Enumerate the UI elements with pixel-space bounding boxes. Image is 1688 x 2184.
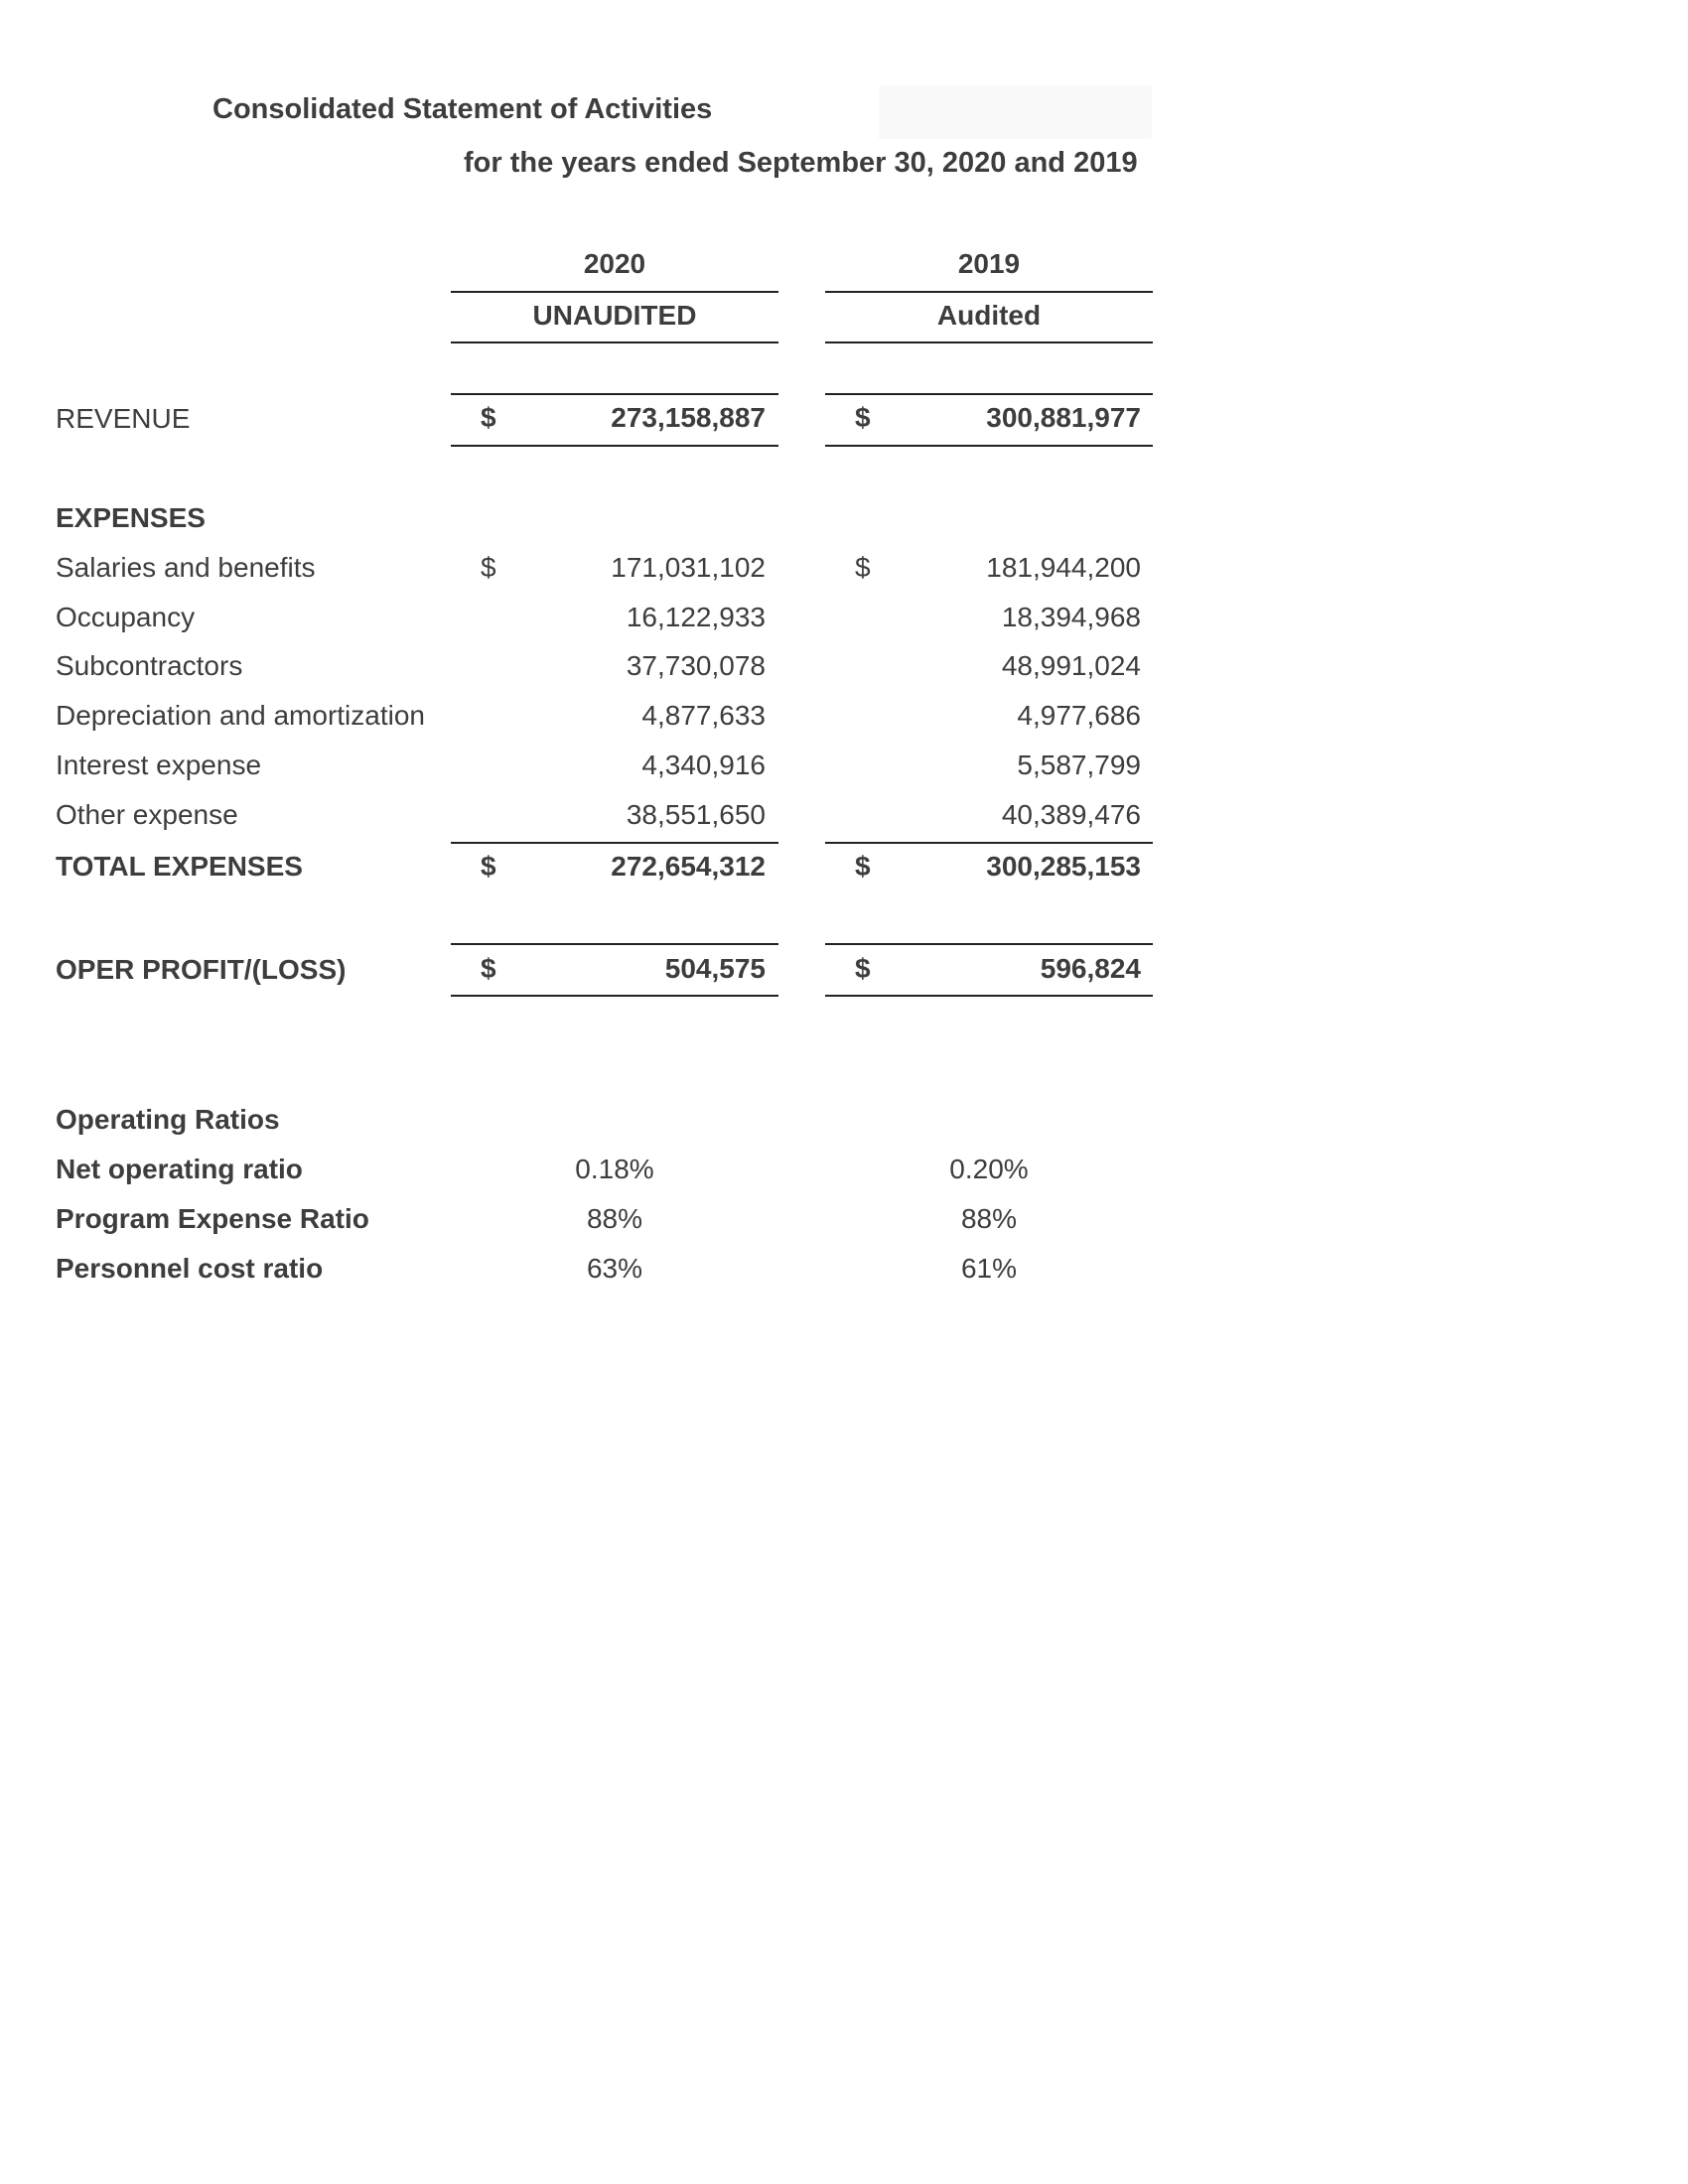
ratios-heading: Operating Ratios <box>56 1104 280 1135</box>
expense-value-2020: 171,031,102 <box>611 552 766 583</box>
ratio-value-2019: 0.20% <box>949 1154 1029 1184</box>
statement-subtitle: for the years ended September 30, 2020 and 2019 <box>464 147 1138 179</box>
divider <box>825 393 1153 395</box>
divider <box>451 445 778 447</box>
ratio-value-2020: 88% <box>586 1203 643 1234</box>
currency-symbol: $ <box>855 402 871 433</box>
divider <box>825 291 1153 293</box>
expense-row-label: Other expense <box>56 799 238 830</box>
currency-symbol: $ <box>855 552 871 583</box>
expense-value-2019: 4,977,686 <box>1017 700 1141 731</box>
divider <box>825 995 1153 997</box>
oper-profit-label: OPER PROFIT/(LOSS) <box>56 954 347 985</box>
total-expenses-label: TOTAL EXPENSES <box>56 851 303 882</box>
revenue-label: REVENUE <box>56 403 191 434</box>
ratio-value-2019: 61% <box>960 1253 1018 1284</box>
ratio-value-2020: 0.18% <box>575 1154 654 1184</box>
ratio-row-label: Net operating ratio <box>56 1154 303 1184</box>
ratio-row-label: Personnel cost ratio <box>56 1253 324 1284</box>
divider <box>451 291 778 293</box>
expense-value-2020: 4,340,916 <box>641 750 766 780</box>
oper-profit-2020: 504,575 <box>664 953 766 984</box>
revenue-2019: 300,881,977 <box>986 402 1141 433</box>
currency-symbol: $ <box>481 552 496 583</box>
revenue-2020: 273,158,887 <box>611 402 766 433</box>
expense-row-label: Depreciation and amortization <box>56 700 425 731</box>
divider <box>451 842 778 844</box>
ratio-row-label: Program Expense Ratio <box>56 1203 369 1234</box>
divider <box>451 341 778 343</box>
currency-symbol: $ <box>855 953 871 984</box>
divider <box>451 995 778 997</box>
oper-profit-2019: 596,824 <box>1040 953 1141 984</box>
expense-value-2019: 181,944,200 <box>986 552 1141 583</box>
expense-row-label: Salaries and benefits <box>56 552 316 583</box>
currency-symbol: $ <box>481 851 496 882</box>
expense-value-2020: 38,551,650 <box>626 799 766 830</box>
divider <box>825 943 1153 945</box>
total-expenses-2020: 272,654,312 <box>611 851 766 882</box>
ratio-value-2019: 88% <box>960 1203 1018 1234</box>
expense-value-2020: 37,730,078 <box>626 650 766 681</box>
column-year-2019: 2019 <box>957 248 1021 279</box>
divider <box>451 943 778 945</box>
expense-value-2020: 16,122,933 <box>626 602 766 632</box>
total-expenses-2019: 300,285,153 <box>986 851 1141 882</box>
expense-row-label: Subcontractors <box>56 650 243 681</box>
divider <box>825 445 1153 447</box>
expense-value-2019: 40,389,476 <box>1001 799 1141 830</box>
expense-row-label: Occupancy <box>56 602 196 632</box>
ratio-value-2020: 63% <box>586 1253 643 1284</box>
divider <box>451 393 778 395</box>
expense-value-2019: 5,587,799 <box>1017 750 1141 780</box>
column-status-2019: Audited <box>936 300 1042 331</box>
statement-title: Consolidated Statement of Activities <box>212 93 713 125</box>
divider <box>825 842 1153 844</box>
divider <box>825 341 1153 343</box>
expenses-heading: EXPENSES <box>56 502 206 533</box>
header-shade-box <box>879 85 1152 139</box>
expense-value-2019: 18,394,968 <box>1001 602 1141 632</box>
currency-symbol: $ <box>481 953 496 984</box>
currency-symbol: $ <box>481 402 496 433</box>
column-status-2020: UNAUDITED <box>532 300 697 331</box>
column-year-2020: 2020 <box>583 248 646 279</box>
expense-value-2019: 48,991,024 <box>1001 650 1141 681</box>
expense-row-label: Interest expense <box>56 750 262 780</box>
expense-value-2020: 4,877,633 <box>641 700 766 731</box>
currency-symbol: $ <box>855 851 871 882</box>
